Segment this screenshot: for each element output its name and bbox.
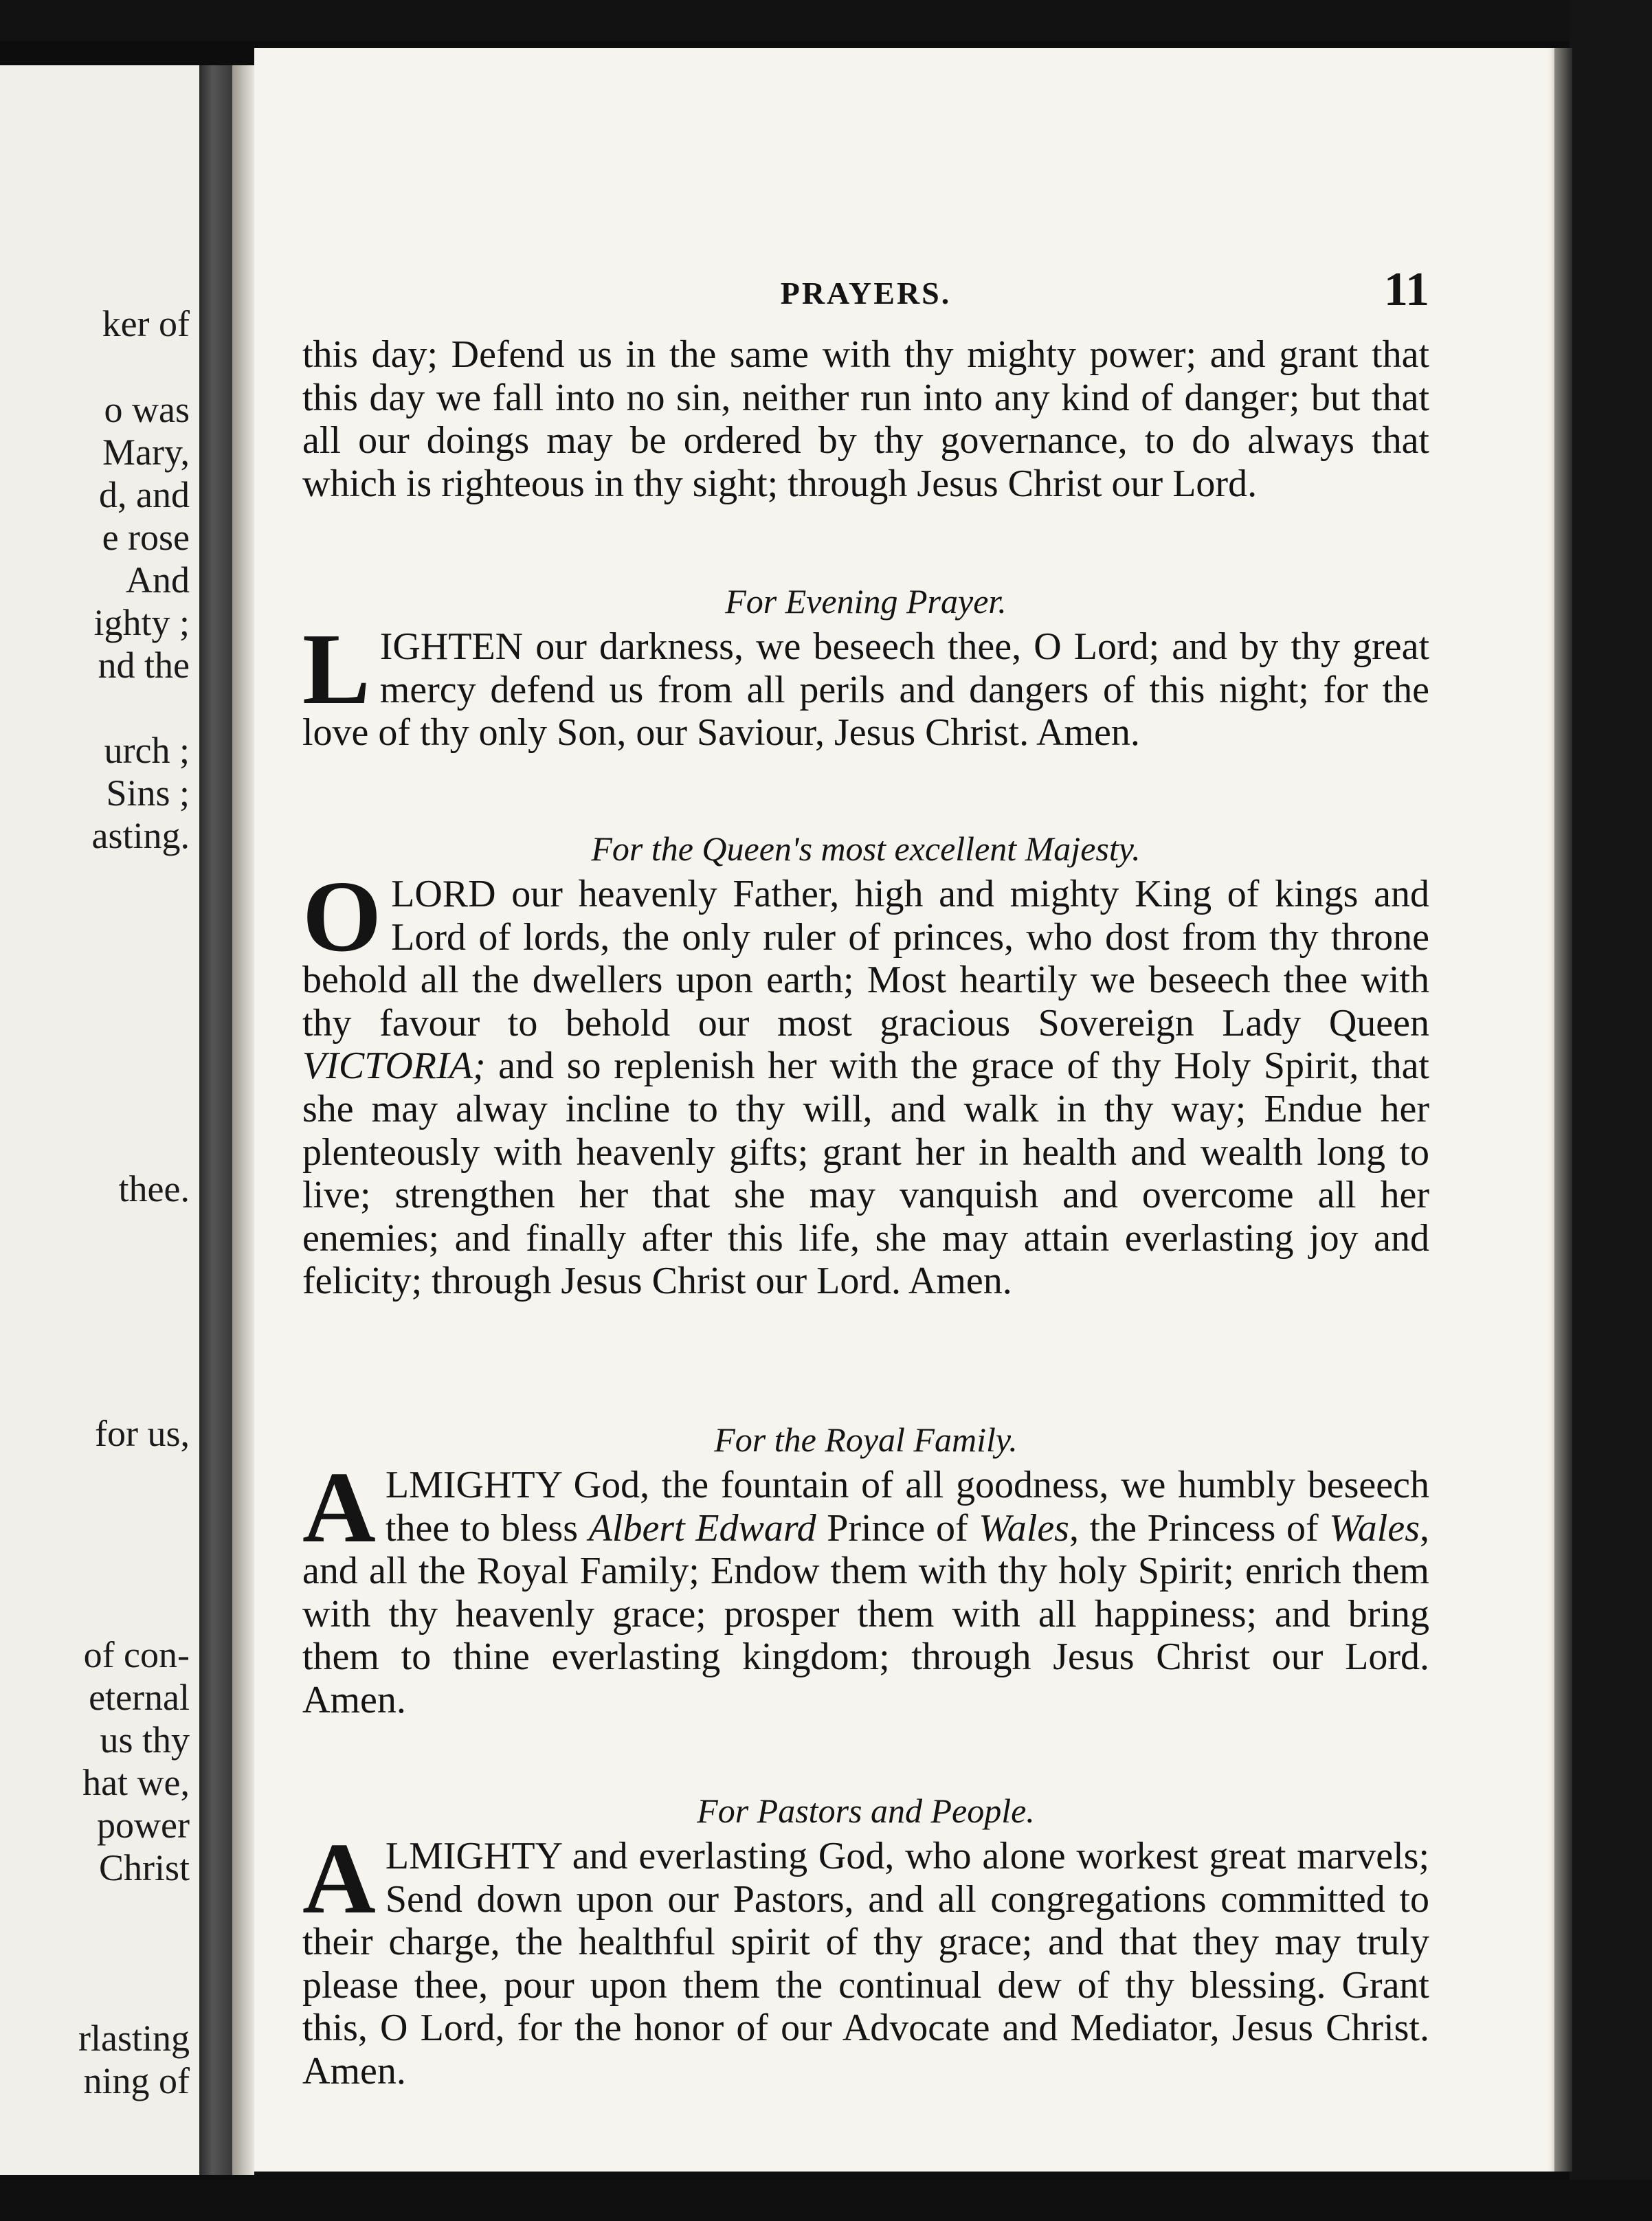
prayer-text [302, 1451, 1430, 1722]
royal-name: Albert Edward [588, 1506, 816, 1550]
left-line: ighty ; [93, 602, 190, 643]
prayer-text [302, 1822, 1429, 2093]
left-line: Christ [98, 1847, 190, 1888]
prayer-text [302, 613, 1429, 755]
left-line: thee. [118, 1168, 190, 1209]
continuation-text: this day; Defend us in the same with thy mighty power; and grant that this day we fall into no sin, neither run into any kind of danger; but that all our doings may be ordered by thy governance, to do always that which is righteous in thy sight; through Jesus Christ our Lord. [302, 333, 1429, 505]
left-line: us thy [100, 1719, 190, 1761]
prayer-pastors-body [302, 1822, 1429, 2093]
prayer-evening [302, 581, 1429, 622]
continuation-paragraph [302, 333, 1429, 505]
prayer-heading: For Pastors and People. [697, 1792, 1035, 1830]
left-line: rlasting [78, 2018, 190, 2059]
drop-cap: O [302, 860, 382, 973]
prayer-queen-body [302, 860, 1429, 1303]
left-line: urch ; [104, 730, 190, 771]
queen-name: VICTORIA; [302, 1045, 486, 1088]
scan-frame-right [1570, 0, 1652, 2221]
left-line: And [126, 559, 190, 601]
prayer-royal-family-body [302, 1451, 1430, 1722]
left-line: ker of [102, 303, 190, 344]
page-edge-shadow [1554, 48, 1572, 2172]
prayer-heading: For the Royal Family. [714, 1420, 1018, 1459]
book-page [254, 48, 1560, 2172]
prayer-queen [302, 828, 1429, 869]
royal-title: Wales [1329, 1506, 1420, 1550]
prayer-body-text: God, the fountain of all goodness, we humbly beseech thee to bless [385, 1464, 1429, 1550]
left-line: for us, [95, 1413, 190, 1454]
prayer-royal-family [302, 1419, 1429, 1460]
book-gutter [199, 65, 232, 2175]
left-line: Sins ; [106, 772, 190, 814]
drop-cap: A [302, 1822, 376, 1935]
left-line: Mary, [102, 432, 190, 473]
prayer-text [302, 860, 1429, 1303]
page-number: 11 [1383, 263, 1429, 316]
royal-title: Wales [979, 1506, 1069, 1550]
prayer-body-text: Prince of [816, 1506, 979, 1550]
left-line: o was [104, 389, 190, 430]
prayer-heading: For the Queen's most excellent Majesty. [591, 829, 1141, 868]
prayer-first-word: IGHTEN [379, 625, 524, 668]
prayer-first-word: LMIGHTY [385, 1835, 561, 1877]
scan-frame-top [0, 0, 1652, 41]
previous-page-fragment [0, 65, 199, 2175]
running-title: PRAYERS. [780, 276, 952, 311]
left-line: of con- [83, 1634, 190, 1675]
prayer-body-text: our heavenly Father, high and mighty King of kings and Lord of lords, the only ruler of princes, who dost from thy throne behold all the dwellers upon earth; Most heartily we beseech thee with thy favour to behold our most gracious Sovereign Lady Queen [302, 873, 1429, 1045]
running-head [302, 263, 1429, 323]
left-line: power [97, 1805, 190, 1846]
scan-frame-bottom [0, 2180, 1652, 2221]
left-line: e rose [102, 517, 190, 558]
prayer-body-text: and so replenish her with the grace of thy Holy Spirit, that she may alway incline to thy will, and walk in thy way; Endue her plenteously with heavenly gifts; grant her in health and wealth long to live; strengthen her that she may vanquish and overcome all her enemies; and finally after this life, she may attain everlasting joy and felicity; through Jesus Christ our Lord. Amen. [302, 1045, 1429, 1303]
drop-cap: A [302, 1451, 376, 1564]
prayer-pastors [302, 1790, 1429, 1831]
prayer-evening-body [302, 613, 1429, 755]
prayer-body-text: our darkness, we beseech thee, O Lord; and by thy great mercy defend us from all perils and dangers of this night; for the love of thy only Son, our Saviour, Jesus Christ. Amen. [302, 625, 1429, 755]
left-line: eternal [89, 1677, 190, 1718]
left-line: ning of [83, 2060, 190, 2101]
left-line: hat we, [82, 1762, 190, 1803]
prayer-first-word: LMIGHTY [385, 1464, 561, 1506]
drop-cap: L [302, 613, 370, 726]
gutter-shadow [232, 65, 254, 2175]
left-line: d, and [99, 474, 190, 515]
left-line: nd the [98, 645, 190, 686]
prayer-heading: For Evening Prayer. [725, 582, 1007, 621]
prayer-body-text: , and all the Royal Family; Endow them with thy holy Spirit; enrich them with thy heavenly grace; prosper them with all happiness; and bring them to thine everlasting kingdom; through Jesus Christ our Lord. Amen. [302, 1506, 1430, 1721]
prayer-body-text: and everlasting God, who alone workest great marvels; Send down upon our Pastors, and all congregations committed to their charge, the healthful spirit of thy grace; and that they may truly please thee, pour upon them the continual dew of thy blessing. Grant this, O Lord, for the honor of our Advocate and Mediator, Jesus Christ. Amen. [302, 1835, 1429, 2092]
left-line: asting. [91, 815, 190, 856]
prayer-first-word: LORD [391, 873, 496, 915]
prayer-body-text: , the Princess of [1069, 1506, 1330, 1550]
